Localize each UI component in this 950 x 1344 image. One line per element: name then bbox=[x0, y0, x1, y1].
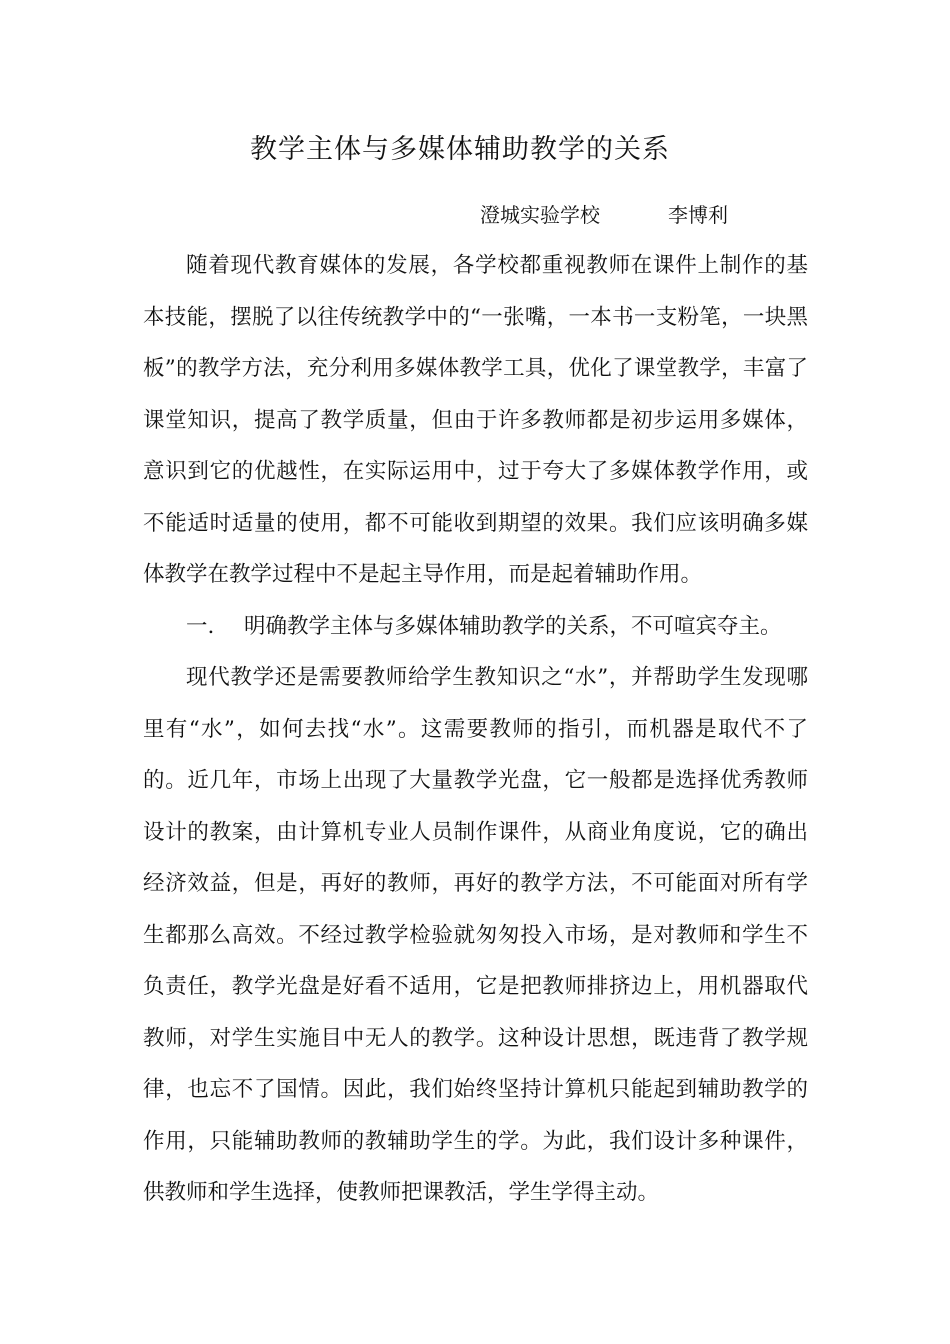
section-heading-text: 明确教学主体与多媒体辅助教学的关系，不可喧宾夺主。 bbox=[244, 613, 782, 639]
section-heading bbox=[143, 601, 808, 653]
school-name: 澄城实验学校 bbox=[480, 203, 600, 227]
byline bbox=[480, 200, 728, 230]
section-paragraph: 现代教学还是需要教师给学生教知识之“水”，并帮助学生发现哪里有“水”，如何去找“水”。这需要教师的指引，而机器是取代不了的。近几年，市场上出现了大量教学光盘，它一般都是选择优秀教师设计的教案，由计算机专业人员制作课件，从商业角度说，它的确出经济效益，但是，再好的教师，再好的教学方法，不可能面对所有学生都那么高效。不经过教学检验就匆匆投入市场，是对教师和学生不负责任，教学光盘是好看不适用，它是把教师排挤边上，用机器取代教师，对学生实施目中无人的教学。这种设计思想，既违背了教学规律，也忘不了国情。因此，我们始终坚持计算机只能起到辅助教学的作用，只能辅助教师的教辅助学生的学。为此，我们设计多种课件，供教师和学生选择，使教师把课教活，学生学得主动。 bbox=[143, 665, 808, 1205]
page-title: 教学主体与多媒体辅助教学的关系 bbox=[250, 134, 670, 165]
intro-paragraph: 随着现代教育媒体的发展，各学校都重视教师在课件上制作的基本技能，摆脱了以往传统教学中的“一张嘴，一本书一支粉笔，一块黑板”的教学方法，充分利用多媒体教学工具，优化了课堂教学，丰富了课堂知识，提高了教学质量，但由于许多教师都是初步运用多媒体，意识到它的优越性，在实际运用中，过于夸大了多媒体教学作用，或不能适时适量的使用，都不可能收到期望的效果。我们应该明确多媒体教学在教学过程中不是起主导作用，而是起着辅助作用。 bbox=[143, 253, 808, 587]
section-number: 一. bbox=[186, 613, 215, 639]
document-body bbox=[143, 240, 808, 1219]
author-name: 李博利 bbox=[668, 203, 728, 227]
